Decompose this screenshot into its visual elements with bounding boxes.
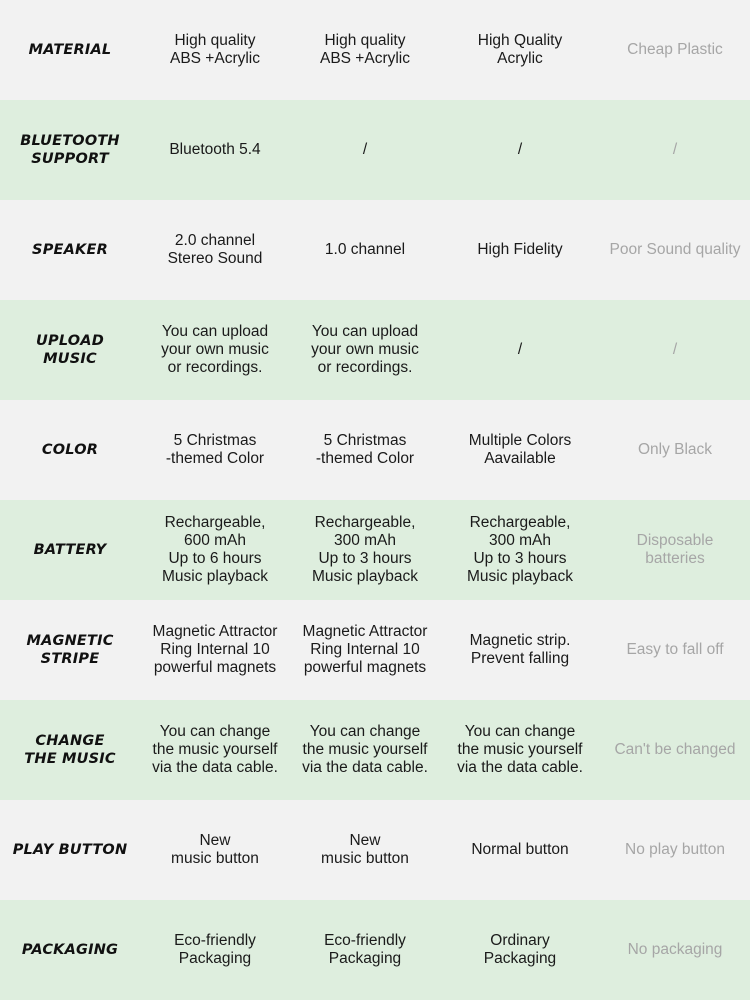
table-row: [0, 100, 750, 200]
cell-column-1: High quality ABS +Acrylic: [169, 32, 260, 67]
cell-column-1: You can change the music yourself via the data cable.: [152, 723, 278, 776]
row-label: PLAY BUTTON: [12, 842, 128, 858]
cell-column-3: Magnetic strip. Prevent falling: [469, 632, 571, 667]
row-label: SPEAKER: [32, 242, 108, 258]
cell-column-4: No packaging: [627, 941, 723, 958]
table-row: [0, 300, 750, 400]
table-row: [0, 800, 750, 900]
cell-column-2: /: [362, 141, 368, 158]
cell-column-3: Rechargeable, 300 mAh Up to 3 hours Music playback: [467, 514, 573, 585]
table-row: [0, 400, 750, 500]
cell-column-3: Multiple Colors Aavailable: [468, 432, 572, 467]
cell-column-1: 2.0 channel Stereo Sound: [167, 232, 263, 267]
cell-column-2: You can upload your own music or recordings.: [311, 323, 419, 376]
cell-column-4: Cheap Plastic: [627, 41, 723, 58]
cell-column-2: Magnetic Attractor Ring Internal 10 powerful magnets: [302, 623, 428, 676]
cell-column-1: New music button: [171, 832, 259, 867]
cell-column-1: 5 Christmas -themed Color: [165, 432, 265, 467]
cell-column-2: New music button: [321, 832, 409, 867]
row-label: CHANGE THE MUSIC: [24, 733, 116, 767]
cell-column-3: /: [517, 141, 523, 158]
cell-column-2: High quality ABS +Acrylic: [319, 32, 410, 67]
cell-column-1: Bluetooth 5.4: [169, 141, 261, 158]
cell-column-4: Poor Sound quality: [609, 241, 741, 258]
table-row: [0, 700, 750, 800]
cell-column-2: Eco-friendly Packaging: [324, 932, 406, 967]
cell-column-2: You can change the music yourself via the data cable.: [302, 723, 428, 776]
cell-column-4: Can't be changed: [614, 741, 736, 758]
cell-column-2: 1.0 channel: [324, 241, 406, 258]
cell-column-4: Only Black: [637, 441, 713, 458]
cell-column-1: Eco-friendly Packaging: [174, 932, 256, 967]
row-label: MATERIAL: [28, 42, 112, 58]
cell-column-1: Rechargeable, 600 mAh Up to 6 hours Music playback: [162, 514, 268, 585]
row-label: COLOR: [41, 442, 99, 458]
table-row: [0, 0, 750, 100]
row-label: MAGNETIC STRIPE: [26, 633, 114, 667]
cell-column-4: Easy to fall off: [626, 641, 724, 658]
table-row: [0, 500, 750, 600]
cell-column-4: /: [672, 141, 678, 158]
cell-column-4: /: [672, 341, 678, 358]
cell-column-3: Ordinary Packaging: [483, 932, 557, 967]
cell-column-4: No play button: [625, 841, 725, 858]
cell-column-2: 5 Christmas -themed Color: [315, 432, 415, 467]
cell-column-3: High Quality Acrylic: [477, 32, 563, 67]
cell-column-1: Magnetic Attractor Ring Internal 10 powerful magnets: [152, 623, 278, 676]
cell-column-2: Rechargeable, 300 mAh Up to 3 hours Music playback: [312, 514, 418, 585]
cell-column-3: Normal button: [471, 841, 569, 858]
cell-column-3: High Fidelity: [477, 241, 563, 258]
cell-column-3: You can change the music yourself via the data cable.: [457, 723, 583, 776]
row-label: BLUETOOTH SUPPORT: [20, 133, 120, 167]
row-label: UPLOAD MUSIC: [36, 333, 104, 367]
cell-column-4: Disposable batteries: [636, 532, 714, 567]
row-label: PACKAGING: [21, 942, 119, 958]
table-row: [0, 200, 750, 300]
cell-column-1: You can upload your own music or recordings.: [161, 323, 269, 376]
table-row: [0, 600, 750, 700]
cell-column-3: /: [517, 341, 523, 358]
row-label: BATTERY: [33, 542, 107, 558]
table-row: [0, 900, 750, 1000]
